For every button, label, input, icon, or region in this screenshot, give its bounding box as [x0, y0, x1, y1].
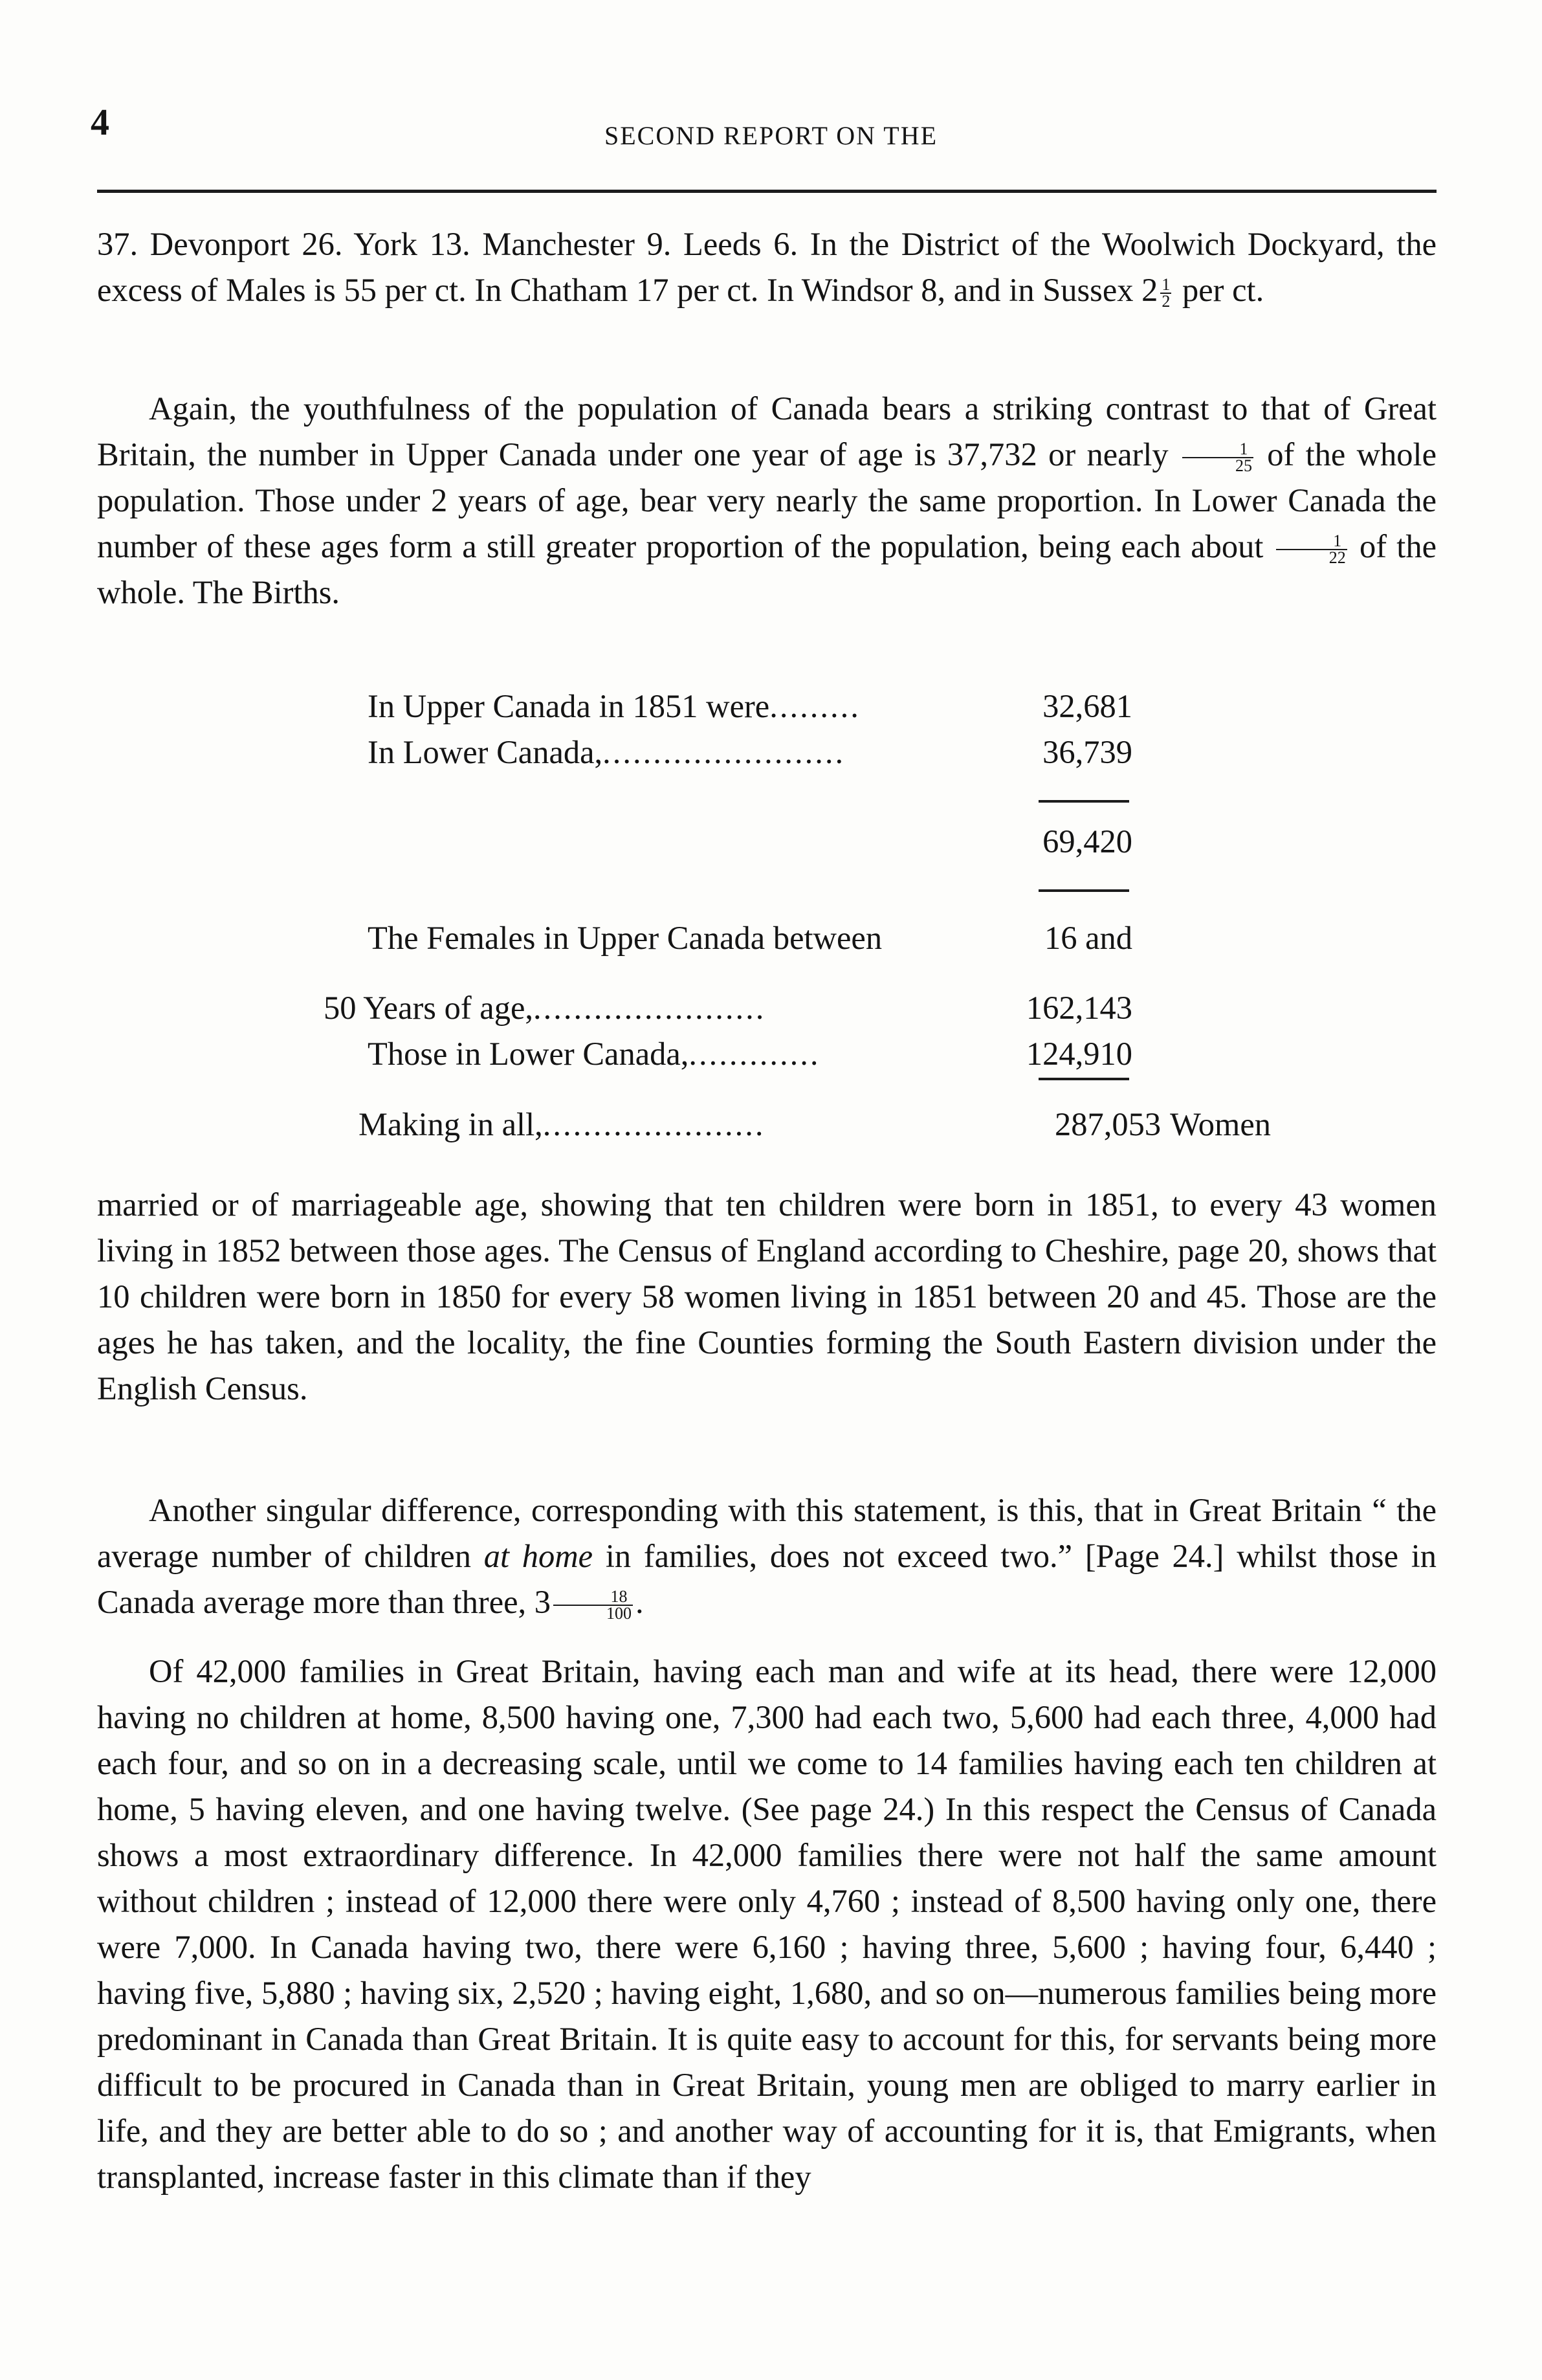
fraction-denominator: 2: [1162, 292, 1171, 311]
fraction: [553, 1589, 633, 1621]
mixed-fraction: [534, 1584, 635, 1623]
paragraph-text: Again, the youthfulness of the population of Canada bears a striking contrast to that of Great Britain, the number in Upper Canada under one year of age is 37,732 or nearly: [97, 390, 1437, 473]
sum-rule: [1039, 800, 1129, 803]
females-lower-canada-row: [368, 1031, 1132, 1077]
fraction-whole: 3: [534, 1584, 551, 1620]
fraction-numerator: 1: [1276, 533, 1347, 550]
header-rule: [97, 190, 1437, 193]
paragraph-marriageable-age: married or of marriageable age, showing that ten children were born in 1851, to every 43 women living in 1852 between those ages. The Census of England according to Cheshire, page 20, shows that 10 children were born in 1850 for every 58 women living in 1851 between 20 and 45. Those are the ages he has taken, and the locality, the fine Counties forming the South Eastern division under the English Census.: [97, 1186, 1437, 1407]
fraction-denominator: 25: [1235, 456, 1252, 476]
paragraph-families: Of 42,000 families in Great Britain, having each man and wife at its head, there were 12,000 having no children at home, 8,500 having one, 7,300 had each two, 5,600 had each three, 4,000 had each four, and so on in a decreasing scale, until we come to 14 families having each ten children at home, 5 having eleven, and one having twelve. (See page 24.) In this respect the Census of Canada shows a most extraordinary difference. In 42,000 families there were not half the same amount without children ; instead of 12,000 there were only 4,760 ; instead of 8,500 having only one, there were 7,000. In Canada having two, there were 6,160 ; having three, 5,600 ; having four, 6,440 ; having five, 5,880 ; having six, 2,520 ; having eight, 1,680, and so on—numerous families being more predominant in Canada than Great Britain. It is quite easy to account for this, for servants being more difficult to be procured in Canada than in Great Britain, young men are obliged to marry earlier in life, and they are better able to do so ; and another way of accounting for it is, that Emigrants, when transplanted, increase faster in this climate than if they: [97, 1653, 1437, 2195]
leader-dots: ......................: [542, 1106, 765, 1142]
row-label: Those in Lower Canada,: [368, 1036, 689, 1072]
row-label: 50 Years of age,: [324, 990, 533, 1026]
paragraph-text: of the whole. The Births.: [97, 528, 1437, 610]
sum-rule: [1039, 1078, 1129, 1080]
births-upper-canada-row: [368, 684, 1132, 729]
females-heading-right: 16 and: [1044, 920, 1132, 956]
row-suffix: Women: [1170, 1106, 1271, 1142]
fraction-denominator: 100: [606, 1604, 632, 1623]
fraction-numerator: 1: [1182, 441, 1253, 458]
fraction-numerator: 18: [553, 1589, 633, 1606]
leader-dots: .......................: [533, 990, 766, 1026]
row-label: In Lower Canada,: [368, 734, 603, 770]
leader-dots: .........: [769, 688, 861, 724]
paragraph-excess-of-males: [97, 221, 1437, 313]
paragraph-text-end: .: [635, 1584, 644, 1620]
births-total: 69,420: [1042, 823, 1132, 860]
paragraph-text: Another singular difference, corresponding with this statement, is this, that in Great Britain “ the average number of children: [97, 1492, 1437, 1574]
births-lower-canada-row: [368, 729, 1132, 775]
paragraph-text: of the whole population. Those under 2 years of age, bear very nearly the same proportion. In Lower Canada the number of these ages form a still greater proportion of the population, being each about: [97, 436, 1437, 564]
females-heading-line: [368, 915, 1132, 961]
row-value: 32,681: [1042, 688, 1132, 724]
paragraph-children-at-home: [97, 1487, 1437, 1625]
fraction-numerator: 1: [1162, 275, 1171, 295]
row-value: 162,143: [1026, 990, 1132, 1026]
sum-rule: [1039, 889, 1129, 892]
italic-phrase: at home: [483, 1538, 593, 1574]
paragraph-youthfulness: [97, 386, 1437, 616]
women-total-row: [358, 1102, 1271, 1148]
row-value: 287,053: [1055, 1106, 1162, 1142]
row-label: In Upper Canada in 1851 were: [368, 688, 770, 724]
running-title: SECOND REPORT ON THE: [604, 121, 938, 150]
mixed-fraction: [1141, 272, 1174, 311]
page-number: 4: [91, 101, 109, 143]
paragraph-text: 37. Devonport 26. York 13. Manchester 9. Leeds 6. In the District of the Woolwich Dockyard, the excess of Males is 55 per ct. In Chatham 17 per ct. In Windsor 8, and in Sussex: [97, 226, 1437, 308]
fraction-whole: 2: [1141, 272, 1158, 308]
row-value: 124,910: [1026, 1036, 1132, 1072]
fraction: [1276, 533, 1347, 566]
fraction: [1182, 441, 1253, 474]
fraction: [1160, 277, 1171, 309]
paragraph-text-end: per ct.: [1182, 272, 1264, 308]
females-heading-left: The Females in Upper Canada between: [368, 920, 883, 956]
fraction-denominator: 22: [1328, 548, 1346, 568]
females-upper-canada-row: [324, 985, 1132, 1031]
row-label: Making in all,: [358, 1106, 543, 1142]
leader-dots: ........................: [602, 734, 846, 770]
leader-dots: .............: [688, 1036, 821, 1072]
paragraph-text: in families, does not exceed two.” [Page 24.] whilst those in Canada average more than three,: [97, 1538, 1437, 1620]
row-value: 36,739: [1042, 734, 1132, 770]
